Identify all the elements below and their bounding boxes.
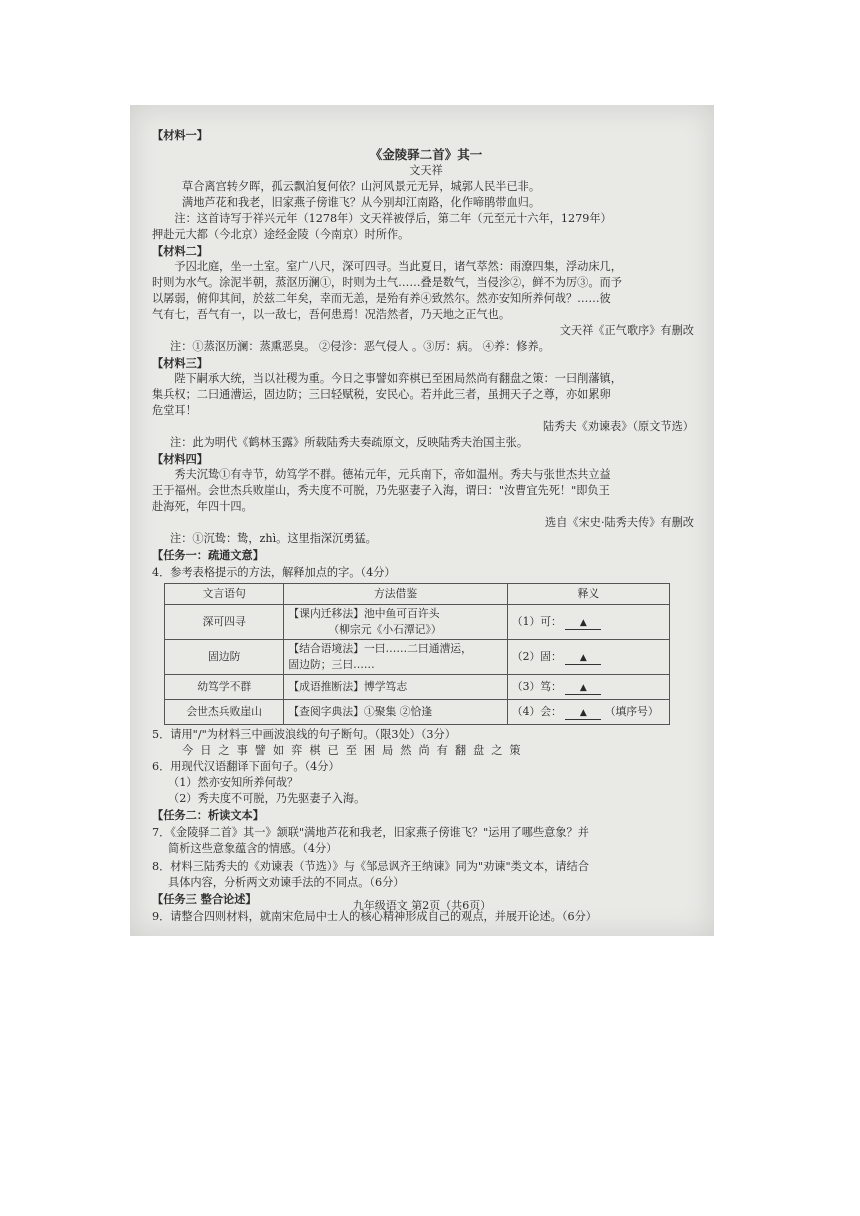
page-content xyxy=(152,127,700,925)
material-3-line-3: 危堂耳！ xyxy=(152,404,197,417)
table-header: 文言语句 xyxy=(165,584,284,605)
method-text-2: 固边防；三曰…… xyxy=(288,658,375,671)
table-answer xyxy=(507,700,669,725)
task-2-heading: 【任务二：析读文本】 xyxy=(152,808,264,822)
table-row xyxy=(165,700,670,725)
answer-blank[interactable]: ▲ xyxy=(565,653,601,665)
method-text: 博学笃志 xyxy=(363,680,408,693)
answer-blank[interactable]: ▲ xyxy=(565,708,601,720)
poem-note-1: 注：这首诗写于祥兴元年（1278年）文天祥被俘后，第二年（元至元十六年，1279年） xyxy=(174,212,612,225)
question-7-line-2: 简析这些意象蕴含的情感。（4分） xyxy=(168,842,338,855)
poem-author: 文天祥 xyxy=(409,164,443,177)
material-4-source: 选自《宋史·陆秀夫传》有删改 xyxy=(545,516,694,529)
material-3-line-1: 陛下嗣承大统，当以社稷为重。今日之事譬如弈棋已至困局然尚有翻盘之策：一曰削藩镇， xyxy=(174,372,622,385)
material-2-notes: 注：①蒸沤历澜：蒸熏恶臭。 ②侵沴：恶气侵人 。③厉：病。 ④养：修养。 xyxy=(170,340,550,353)
table-phrase: 会世杰兵败崖山 xyxy=(165,700,284,725)
answer-label: （1）可： xyxy=(511,615,562,628)
material-2-line-2: 时则为水气。涂泥半朝，蒸沤历澜①，时则为土气……叠是数气，当侵沴②，鲜不为厉③。而予 xyxy=(152,276,622,289)
question-5: 5．请用"/"为材料三中画波浪线的句子断句。（限3处）（3分） xyxy=(152,728,456,741)
method-text: ①聚集 ②恰逢 xyxy=(363,705,433,718)
question-7-line-1: 7．《金陵驿二首》其一》颔联"满地芦花和我老，旧家燕子傍谁飞？"运用了哪些意象？并 xyxy=(152,826,589,839)
question-8-line-1: 8．材料三陆秀夫的《劝谏表（节选）》与《邹忌讽齐王纳谏》同为"劝谏"类文本，请结合 xyxy=(152,860,589,873)
table-row xyxy=(165,640,670,675)
question-9: 9．请整合四则材料，就南宋危局中士人的核心精神形成自己的观点，并展开论述。（6分） xyxy=(152,910,597,923)
material-1-heading: 【材料一】 xyxy=(152,128,208,142)
table-method xyxy=(284,640,507,675)
table-answer xyxy=(507,640,669,675)
material-2-source: 文天祥《正气歌序》有删改 xyxy=(559,324,694,337)
material-4-line-1: 秀夫沉鸷①有寺节，幼笃学不群。德祐元年，元兵南下，帝如温州。秀夫与张世杰共立益 xyxy=(174,468,611,481)
method-text: 一曰……二曰通漕运， xyxy=(363,642,472,655)
material-3-line-2: 集兵权；二曰通漕运，固边防；三曰轻赋税，安民心。若并此三者，虽拥天子之尊，亦如累卵 xyxy=(152,388,611,401)
material-2-line-3: 以孱弱，俯仰其间，於兹二年矣，幸而无恙，是殆有养④致然尔。然亦安知所养何哉？……彼 xyxy=(152,292,611,305)
answer-label: （4）会： xyxy=(511,705,562,718)
table-method xyxy=(284,605,507,640)
table-phrase: 幼笃学不群 xyxy=(165,675,284,700)
poem-title: 《金陵驿二首》其一 xyxy=(369,147,483,162)
material-4-line-3: 赴海死，年四十四。 xyxy=(152,500,253,513)
exam-page xyxy=(130,105,714,936)
poem-line-2: 满地芦花和我老，旧家燕子傍谁飞？从今别却江南路，化作啼鹃带血归。 xyxy=(182,196,541,209)
material-4-heading: 【材料四】 xyxy=(152,452,208,466)
question-4: 4．参考表格提示的方法，解释加点的字。（4分） xyxy=(152,566,396,579)
table-phrase: 深可四寻 xyxy=(165,605,284,640)
table-header: 方法借鉴 xyxy=(284,584,507,605)
poem-line-1: 草合离宫转夕晖，孤云飘泊复何依？山河风景元无异，城郭人民半已非。 xyxy=(182,180,541,193)
answer-blank[interactable]: ▲ xyxy=(565,618,601,630)
material-2-line-1: 予囚北庭，坐一土室。室广八尺，深可四寻。当此夏日，诸气萃然：雨潦四集，浮动床几， xyxy=(174,260,622,273)
table-header-row xyxy=(165,584,670,605)
table-method xyxy=(284,700,507,725)
question-6-1: （1）然亦安知所养何哉？ xyxy=(168,776,299,789)
task-3-heading: 【任务三 整合论述】 xyxy=(152,892,257,906)
method-tag: 【查阅字典法】 xyxy=(288,705,364,718)
question-6: 6．用现代汉语翻译下面句子。（4分） xyxy=(152,760,340,773)
question-8-line-2: 具体内容，分析两文劝谏手法的不同点。（6分） xyxy=(168,876,405,889)
question-5-sentence: 今日之事譬如弈棋已至困局然尚有翻盘之策 xyxy=(182,744,528,757)
material-2-line-4: 气有七，吾气有一，以一敌七，吾何患焉！况浩然者，乃天地之正气也。 xyxy=(152,308,511,321)
answer-suffix: （填序号） xyxy=(604,705,659,718)
method-tag: 【结合语境法】 xyxy=(288,642,364,655)
poem-note-2: 押赴元大都（今北京）途经金陵（今南京）时所作。 xyxy=(152,228,410,241)
table-phrase: 固边防 xyxy=(165,640,284,675)
answer-label: （3）笃： xyxy=(511,680,562,693)
material-3-heading: 【材料三】 xyxy=(152,356,208,370)
table-answer xyxy=(507,675,669,700)
task-1-heading: 【任务一：疏通文意】 xyxy=(152,548,264,562)
method-tag: 【课内迁移法】 xyxy=(288,607,364,620)
method-text: 池中鱼可百许头 xyxy=(363,607,440,620)
table-row xyxy=(165,675,670,700)
material-2-heading: 【材料二】 xyxy=(152,244,208,258)
table-row xyxy=(165,605,670,640)
method-table xyxy=(164,583,670,725)
answer-label: （2）固： xyxy=(511,650,562,663)
material-4-note: 注：①沉鸷：鸷，zhì。这里指深沉勇猛。 xyxy=(170,532,377,545)
table-header: 释义 xyxy=(507,584,669,605)
table-method xyxy=(284,675,507,700)
method-tag: 【成语推断法】 xyxy=(288,680,364,693)
material-3-note: 注：此为明代《鹤林玉露》所载陆秀夫奏疏原文，反映陆秀夫治国主张。 xyxy=(170,436,529,449)
material-3-source: 陆秀夫《劝谏表》（原文节选） xyxy=(542,420,694,433)
material-4-line-2: 王于福州。会世杰兵败崖山，秀夫度不可脱，乃先驱妻子入海，谓曰："汝曹宜先死！"即负王 xyxy=(152,484,610,497)
method-text-2: （柳宗元《小石潭记》） xyxy=(328,623,442,636)
question-6-2: （2）秀夫度不可脱，乃先驱妻子入海。 xyxy=(168,792,366,805)
answer-blank[interactable]: ▲ xyxy=(565,683,601,695)
page-footer: 九年级语文 第2页（共6页） xyxy=(352,899,492,912)
table-answer xyxy=(507,605,669,640)
